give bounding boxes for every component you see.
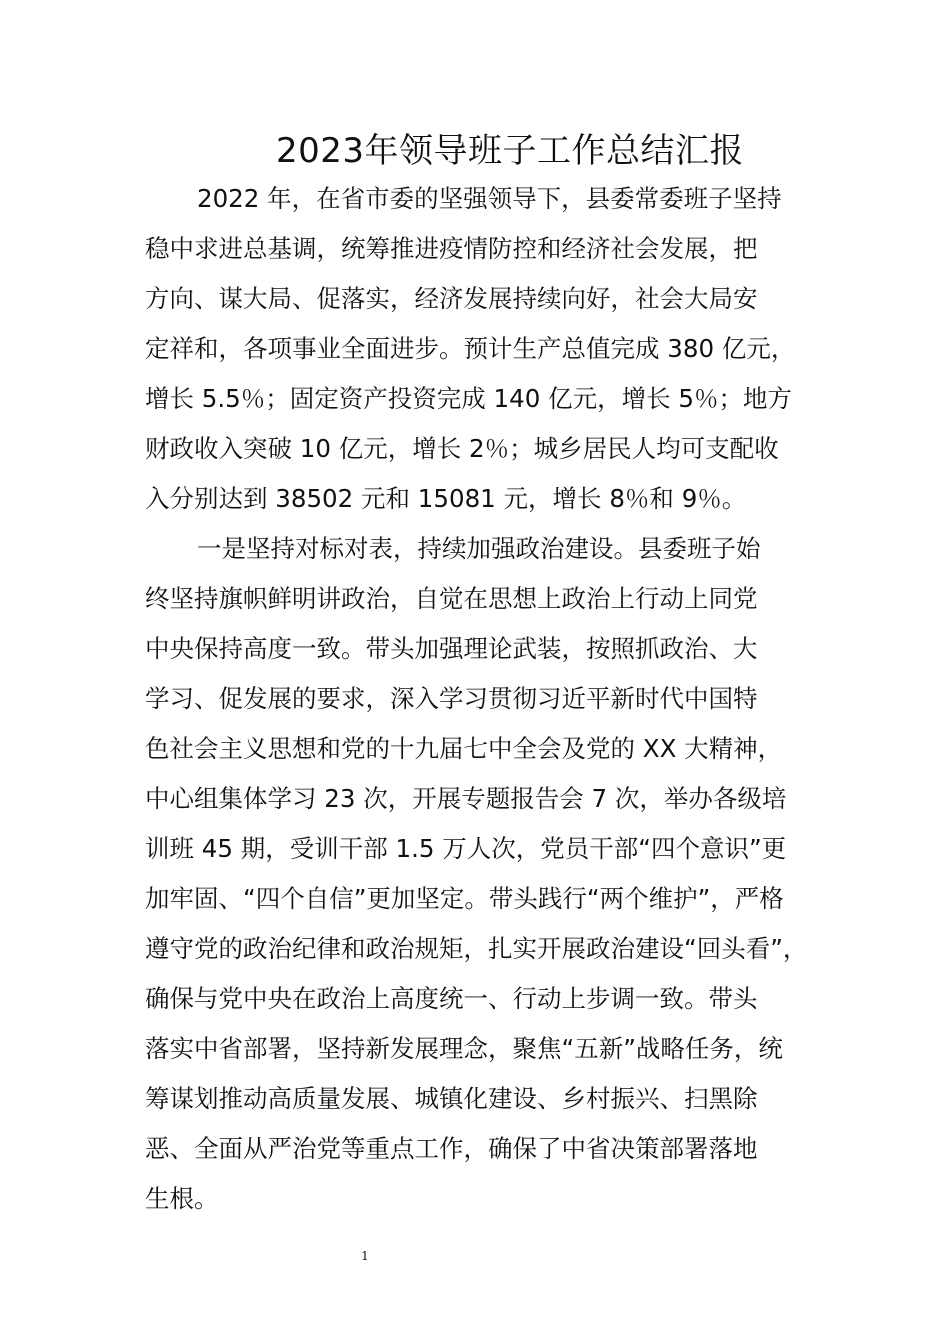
paragraph-line: 2022 年，在省市委的坚强领导下，县委常委班子坚持: [197, 184, 782, 213]
paragraph-line: 定祥和，各项事业全面进步。预计生产总值完成 380 亿元，: [145, 334, 796, 363]
paragraph-line: 色社会主义思想和党的十九届七中全会及党的 XX 大精神，: [145, 734, 783, 763]
paragraph-line: 生根。: [145, 1184, 219, 1213]
paragraph-line: 遵守党的政治纪律和政治规矩，扎实开展政治建设“回头看”，: [145, 934, 808, 963]
paragraph-line: 学习、促发展的要求，深入学习贯彻习近平新时代中国特: [145, 684, 758, 713]
paragraph-line: 加牢固、“四个自信”更加坚定。带头践行“两个维护”，严格: [145, 884, 784, 913]
paragraph-political-building: [145, 524, 845, 1224]
paragraph-line: 一是坚持对标对表，持续加强政治建设。县委班子始: [197, 534, 761, 563]
paragraph-line: 中央保持高度一致。带头加强理论武装，按照抓政治、大: [145, 634, 758, 663]
paragraph-summary: [145, 174, 845, 524]
paragraph-line: 筹谋划推动高质量发展、城镇化建设、乡村振兴、扫黑除: [145, 1084, 758, 1113]
document-title: 2023年领导班子工作总结汇报: [275, 131, 745, 171]
page-number: 1: [361, 1249, 369, 1263]
paragraph-line: 中心组集体学习 23 次，开展专题报告会 7 次，举办各级培: [145, 784, 787, 813]
paragraph-line: 入分别达到 38502 元和 15081 元，增长 8％和 9％。: [145, 484, 747, 513]
paragraph-line: 落实中省部署，坚持新发展理念，聚焦“五新”战略任务，统: [145, 1034, 783, 1063]
paragraph-line: 稳中求进总基调，统筹推进疫情防控和经济社会发展，把: [145, 234, 758, 263]
paragraph-line: 恶、全面从严治党等重点工作，确保了中省决策部署落地: [145, 1134, 758, 1163]
paragraph-line: 方向、谋大局、促落实，经济发展持续向好，社会大局安: [145, 284, 758, 313]
paragraph-line: 财政收入突破 10 亿元，增长 2％；城乡居民人均可支配收: [145, 434, 779, 463]
paragraph-line: 训班 45 期，受训干部 1.5 万人次，党员干部“四个意识”更: [145, 834, 787, 863]
paragraph-line: 增长 5.5％；固定资产投资完成 140 亿元，增长 5％；地方: [145, 384, 792, 413]
paragraph-line: 确保与党中央在政治上高度统一、行动上步调一致。带头: [145, 984, 758, 1013]
paragraph-line: 终坚持旗帜鲜明讲政治，自觉在思想上政治上行动上同党: [145, 584, 758, 613]
